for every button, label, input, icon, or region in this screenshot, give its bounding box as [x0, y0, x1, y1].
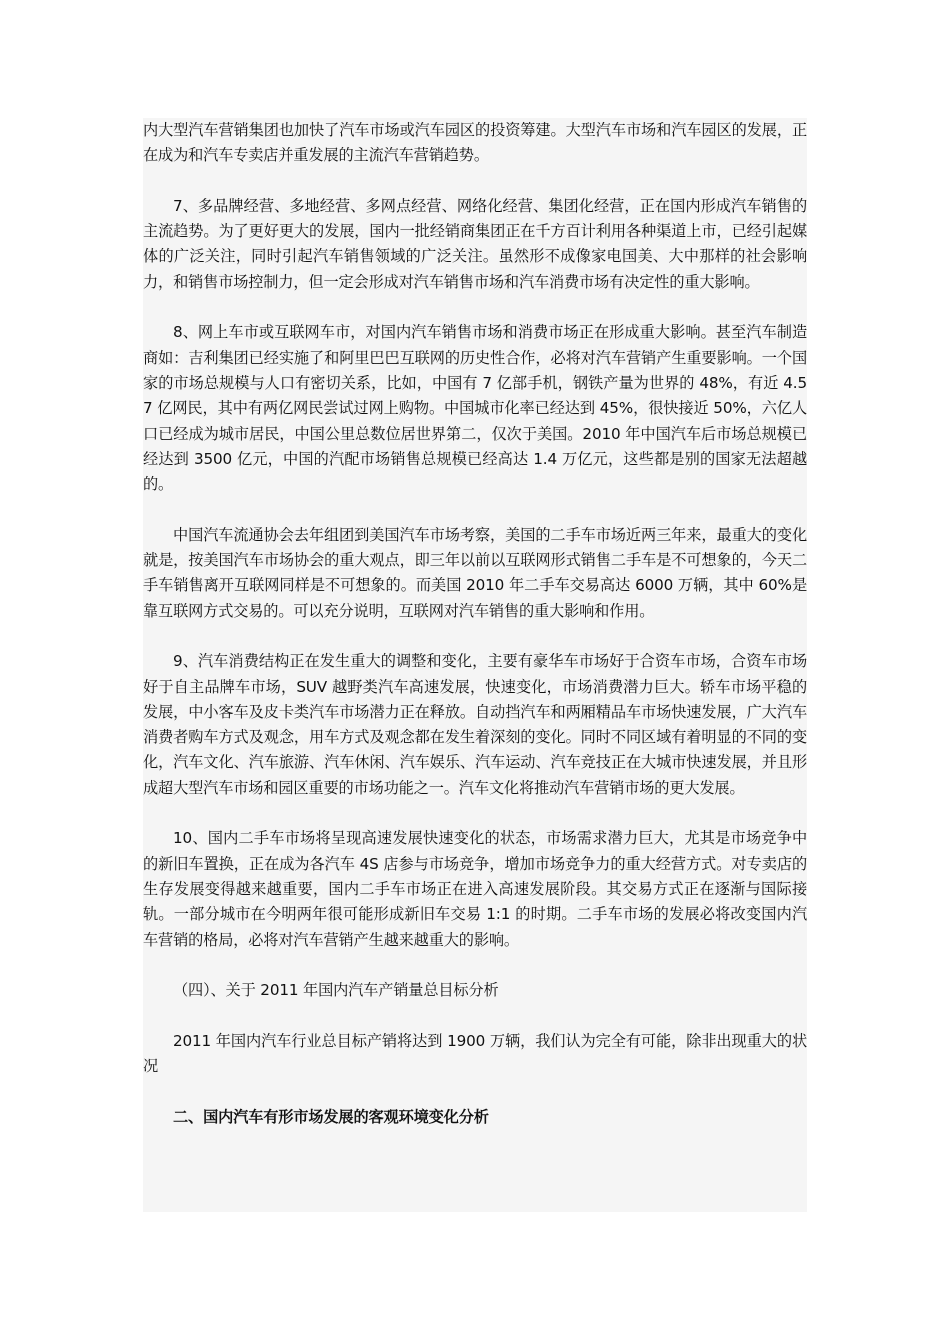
- paragraph-gap: [143, 497, 807, 522]
- paragraph-gap: [143, 624, 807, 649]
- paragraph-gap: [143, 1003, 807, 1028]
- paragraph-intro: 内大型汽车营销集团也加快了汽车市场或汽车园区的投资筹建。大型汽车市场和汽车园区的发展，正在成为和汽车专卖店并重发展的主流汽车营销趋势。: [143, 121, 807, 165]
- paragraph-gap: [143, 1079, 807, 1104]
- section-4-title: （四）、关于 2011 年国内汽车产销量总目标分析: [173, 981, 499, 1000]
- paragraph-item-10: 10、国内二手车市场将呈现高速发展快速变化的状态，市场需求潜力巨大，尤其是市场竞争中的新旧车置换，正在成为各汽车 4S 店参与市场竞争，增加市场竞争力的重大经营方式。对专卖店的生存发展变得越来越重要，国内二手车市场正在进入高速发展阶段。其交易方式正在逐渐与国际接轨。一部分城市在今明两年很可能形成新旧车交易 1:1 的时期。二手车市场的发展必将改变国内汽车营销的格局，必将对汽车营销产生越来越重大的影响。: [143, 829, 807, 949]
- paragraph-item-7: 7、多品牌经营、多地经营、多网点经营、网络化经营、集团化经营，正在国内形成汽车销售的主流趋势。为了更好更大的发展，国内一批经销商集团正在千方百计利用各种渠道上市，已经引起媒体的广泛关注，同时引起汽车销售领域的广泛关注。虽然形不成像家电国美、大中那样的社会影响力，和销售市场控制力，但一定会形成对汽车销售市场和汽车消费市场有决定性的重大影响。: [143, 196, 807, 291]
- paragraph-gap: [143, 169, 807, 194]
- paragraph-gap: [143, 801, 807, 826]
- paragraph-association: 中国汽车流通协会去年组团到美国汽车市场考察，美国的二手车市场近两三年来，最重大的变化就是，按美国汽车市场协会的重大观点，即三年以前以互联网形式销售二手车是不可想象的，今天二手车销售离开互联网同样是不可想象的。而美国 2010 年二手车交易高达 6000 万辆，其中 60%是靠互联网方式交易的。可以充分说明，互联网对汽车销售的重大影响和作用。: [143, 525, 807, 620]
- paragraph-gap: [143, 295, 807, 320]
- paragraph-2011-target: 2011 年国内汽车行业总目标产销将达到 1900 万辆，我们认为完全有可能，除非出现重大的状况: [143, 1031, 807, 1075]
- paragraph-gap: [143, 953, 807, 978]
- document-page: [143, 118, 807, 1212]
- paragraph-item-8: 8、网上车市或互联网车市，对国内汽车销售市场和消费市场正在形成重大影响。甚至汽车制造商如：吉利集团已经实施了和阿里巴巴互联网的历史性合作，必将对汽车营销产生重要影响。一个国家的市场总规模与人口有密切关系，比如，中国有 7 亿部手机，钢铁产量为世界的 48%，有近 4.57 亿网民，其中有两亿网民尝试过网上购物。中国城市化率已经达到 45%，很快接近 50%，六亿人口已经成为城市居民，中国公里总数位居世界第二，仅次于美国。2010 年中国汽车后市场总规模已经达到 3500 亿元，中国的汽配市场销售总规模已经高达 1.4 万亿元，这些都是别的国家无法超越的。: [143, 323, 807, 494]
- section-2-heading: 二、国内汽车有形市场发展的客观环境变化分析: [173, 1107, 489, 1126]
- paragraph-item-9: 9、汽车消费结构正在发生重大的调整和变化，主要有豪华车市场好于合资车市场，合资车市场好于自主品牌车市场，SUV 越野类汽车高速发展，快速变化，市场消费潜力巨大。轿车市场平稳的发展，中小客车及皮卡类汽车市场潜力正在释放。自动挡汽车和两厢精品车市场快速发展，广大汽车消费者购车方式及观念，用车方式及观念都在发生着深刻的变化。同时不同区域有着明显的不同的变化，汽车文化、汽车旅游、汽车休闲、汽车娱乐、汽车运动、汽车竞技正在大城市快速发展，并且形成超大型汽车市场和园区重要的市场功能之一。汽车文化将推动汽车营销市场的更大发展。: [143, 652, 807, 797]
